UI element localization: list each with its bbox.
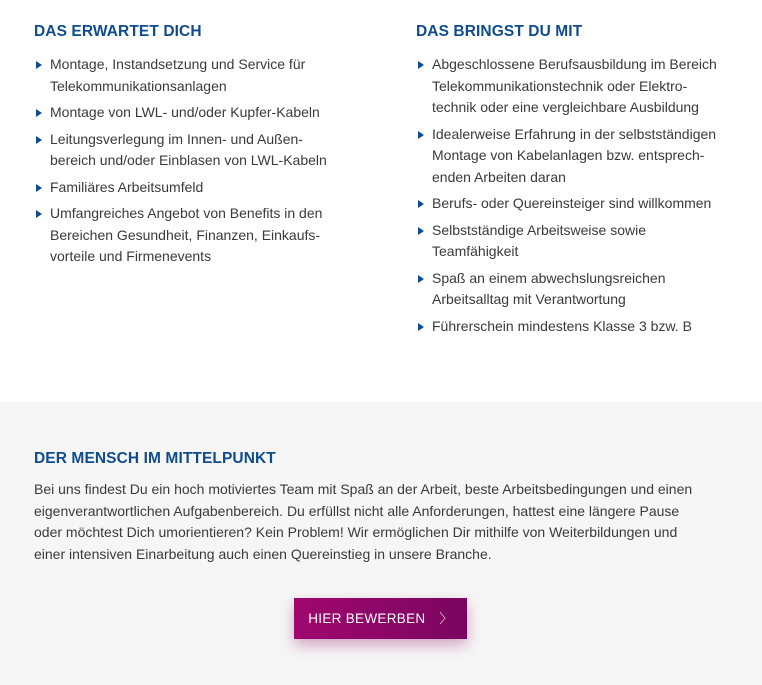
people-heading: DER MENSCH IM MITTELPUNKT (34, 450, 276, 467)
bring-column (416, 22, 736, 342)
triangle-bullet-icon (36, 184, 42, 192)
expect-list (34, 54, 364, 268)
people-paragraph (34, 479, 734, 565)
triangle-bullet-icon (418, 323, 424, 331)
list-item-line: Berufs- oder Quereinsteiger sind willkommen (432, 195, 712, 211)
list-item-line: Montage, Instandsetzung und Service für (50, 56, 306, 72)
apply-button[interactable] (294, 598, 467, 639)
list-item-line: bereich und/oder Einblasen von LWL-Kabeln (50, 152, 327, 168)
list-item (34, 102, 364, 124)
list-item-line: Spaß an einem abwechslungsreichen (432, 269, 666, 286)
list-item-line: Familiäres Arbeitsumfeld (50, 178, 204, 195)
list-item-line: Idealerweise Erfahrung in der selbstständigen (432, 125, 717, 142)
list-item-line: Führerschein mindestens Klasse 3 bzw. B (432, 317, 692, 334)
list-item-line: Telekommunikationsanlagen (50, 77, 227, 94)
list-item (34, 203, 364, 268)
expect-column (34, 22, 364, 273)
list-item-line: enden Arbeiten daran (432, 168, 566, 185)
list-item-line: Selbstständige Arbeitsweise sowie (432, 221, 647, 238)
list-item (34, 177, 364, 199)
paragraph-line: einer intensiven Einarbeitung auch einen Quereinstieg in unsere Branche. (34, 545, 492, 562)
triangle-bullet-icon (36, 210, 42, 218)
triangle-bullet-icon (418, 61, 424, 69)
list-item (416, 268, 736, 311)
list-item-line: Arbeitsalltag mit Verantwortung (432, 291, 626, 307)
list-item-line: Umfangreiches Angebot von Benefits in den (50, 205, 323, 221)
list-item-line: vorteile und Firmenevents (50, 248, 212, 264)
list-item-line: Montage von Kabelanlagen bzw. entsprech- (432, 147, 705, 163)
expect-heading: DAS ERWARTET DICH (34, 23, 202, 40)
people-section (0, 402, 762, 685)
list-item (416, 316, 736, 338)
paragraph-line: Bei uns findest Du ein hoch motiviertes Team mit Spaß an der Arbeit, beste Arbeitsbedingungen und einen (34, 481, 693, 497)
list-item-line: Leitungsverlegung im Innen- und Außen- (50, 130, 303, 147)
triangle-bullet-icon (418, 131, 424, 139)
list-item-line: Teamfähigkeit (432, 243, 519, 259)
triangle-bullet-icon (418, 227, 424, 235)
list-item-line: technik oder eine vergleichbare Ausbildung (432, 99, 699, 115)
triangle-bullet-icon (36, 109, 42, 117)
triangle-bullet-icon (418, 275, 424, 283)
bring-list (416, 54, 736, 337)
list-item (416, 124, 736, 189)
list-item (34, 129, 364, 172)
list-item (34, 54, 364, 97)
list-item (416, 193, 736, 215)
apply-button-label: HIER BEWERBEN (308, 611, 426, 626)
paragraph-line: oder möchtest Dich umorientieren? Kein Problem! Wir ermöglichen Dir mithilfe von Weiterbildungen und (34, 524, 678, 541)
list-item (416, 54, 736, 119)
list-item-line: Bereichen Gesundheit, Finanzen, Einkaufs- (50, 226, 321, 243)
paragraph-line: eigenverantwortlichen Aufgabenbereich. Du erfüllst nicht alle Anforderungen, hattest eine längere Pause (34, 502, 680, 519)
list-item-line: Telekommunikationstechnik oder Elektro- (432, 77, 688, 94)
triangle-bullet-icon (418, 200, 424, 208)
chevron-right-icon: 〉 (439, 611, 453, 626)
list-item-line: Abgeschlossene Berufsausbildung im Bereich (432, 56, 717, 72)
list-item-line: Montage von LWL- und/oder Kupfer-Kabeln (50, 104, 320, 120)
list-item (416, 220, 736, 263)
triangle-bullet-icon (36, 136, 42, 144)
bring-heading: DAS BRINGST DU MIT (416, 23, 583, 40)
triangle-bullet-icon (36, 61, 42, 69)
